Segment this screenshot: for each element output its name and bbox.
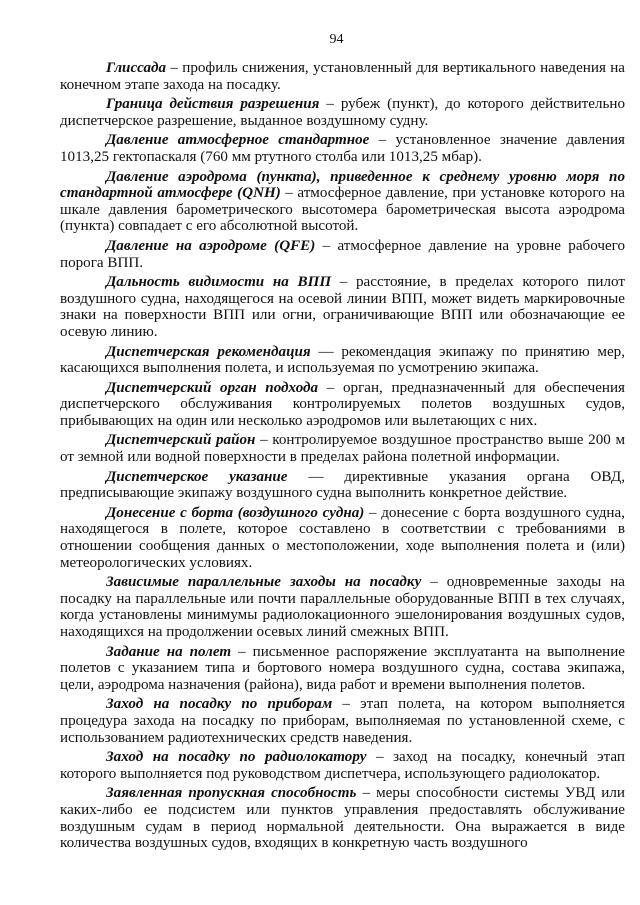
glossary-definition: – меры способности системы УВД или каких-либо ее подсистем или пунктов управления предоставлять обслуживание воздушным судам в период нормальной деятельности. Она выражается в виде количества воздушных судов, входящих в конкретную часть воздушного <box>60 785 625 852</box>
glossary-entry <box>60 432 625 465</box>
glossary-definition: – одновременные заходы на посадку на параллельные или почти параллельные оборудованные ВПП в тех случаях, когда установлены минимумы радиолокационного эшелонирования воздушных судов, находящихся на продолжении осевых линий смежных ВПП. <box>60 574 625 640</box>
glossary-term: Диспетчерский район <box>106 432 256 449</box>
glossary-definition: – атмосферное давление, при установке которого на шкале давления барометрического высотомера барометрическая высота аэродрома (пункта) совпадает с его абсолютной высотой. <box>60 185 625 235</box>
glossary-term: Глиссада <box>106 60 167 76</box>
glossary-entry <box>60 749 625 782</box>
glossary-term: Дальность видимости на ВПП <box>106 274 332 291</box>
glossary-entry <box>60 644 625 694</box>
glossary-entry <box>60 344 625 377</box>
glossary-definition: – профиль снижения, установленный для вертикального наведения на конечном этапе захода на посадку. <box>60 60 625 93</box>
glossary-definition: – установленное значение давления 1013,25 гектопаскаля (760 мм ртутного столба или 1013,25 мбар). <box>60 132 625 165</box>
glossary-definition: – донесение с борта воздушного судна, находящегося в полете, которое составлено в соответствии с требованиями в отношении сообщения данных о местоположении, ходе выполнения полета и (или) метеорологических условиях. <box>60 504 625 571</box>
glossary-entry <box>60 505 625 571</box>
glossary-term: Давление аэродрома (пункта), приведенное к среднему уровню моря по стандартной атмосфере (QNH) <box>60 168 625 202</box>
glossary-term: Заход на посадку по радиолокатору <box>106 749 367 766</box>
glossary-term: Диспетчерская рекомендация <box>106 343 311 360</box>
glossary-entry <box>60 274 625 340</box>
glossary-entry <box>60 60 625 93</box>
glossary-entry <box>60 574 625 640</box>
glossary-term: Диспетчерский орган подхода <box>106 379 319 396</box>
glossary-term: Донесение с борта (воздушного судна) <box>106 504 365 521</box>
glossary-entry <box>60 96 625 129</box>
glossary-definition: – контролируемое воздушное пространство выше 200 м от земной или водной поверхности в пределах района полетной информации. <box>60 432 625 466</box>
glossary-entry <box>60 132 625 165</box>
glossary-term: Давление на аэродроме (QFE) <box>106 237 316 254</box>
glossary-definition: – этап полета, на котором выполняется процедура захода на посадку по приборам, выполняемая по установленной схеме, с использованием радиотехнических средств наведения. <box>60 696 625 746</box>
glossary-definition: – орган, предназначенный для обеспечения диспетчерского обслуживания контролируемых полетов воздушных судов, прибывающих на один или несколько аэродромов или вылетающих с них. <box>60 379 625 429</box>
glossary-term: Диспетчерское указание <box>106 468 288 485</box>
glossary-entry <box>60 380 625 430</box>
glossary-term: Заход на посадку по приборам <box>106 696 333 713</box>
glossary-term: Граница действия разрешения <box>106 96 320 113</box>
glossary-definition: – расстояние, в пределах которого пилот воздушного судна, находящегося на осевой линии ВПП, может видеть маркировочные знаки на поверхности ВПП или огни, ограничивающие ВПП или обозначающие ее осевую линию. <box>60 274 625 340</box>
glossary-entry <box>60 169 625 235</box>
glossary-term: Зависимые параллельные заходы на посадку <box>106 574 422 591</box>
glossary-definition: – письменное распоряжение эксплуатанта на выполнение полетов с указанием типа и бортового номера воздушного судна, состава экипажа, цели, аэродрома назначения (района), вида работ и времени выполнения полетов. <box>60 643 625 693</box>
glossary-entry <box>60 785 625 851</box>
glossary-definition: — рекомендация экипажу по принятию мер, касающихся выполнения полета, и используемая по усмотрению экипажа. <box>60 343 626 377</box>
glossary-term: Давление атмосферное стандартное <box>106 132 370 149</box>
glossary-term: Задание на полет <box>106 643 232 660</box>
glossary-definition: – заход на посадку, конечный этап которого выполняется под руководством диспетчера, использующего радиолокатор. <box>60 749 625 782</box>
glossary-term: Заявленная пропускная способность <box>106 785 357 802</box>
page-number: 94 <box>329 32 344 47</box>
glossary-entry <box>60 238 625 271</box>
glossary-definition: — директивные указания органа ОВД, предписывающие экипажу воздушного судна выполнить конкретное действие. <box>60 468 625 502</box>
glossary-definition: – рубеж (пункт), до которого действительно диспетчерское разрешение, выданное воздушному судну. <box>60 96 625 129</box>
glossary-entries <box>60 60 625 852</box>
glossary-entry <box>60 469 625 502</box>
glossary-entry <box>60 696 625 746</box>
glossary-definition: – атмосферное давление на уровне рабочего порога ВПП. <box>60 237 625 271</box>
